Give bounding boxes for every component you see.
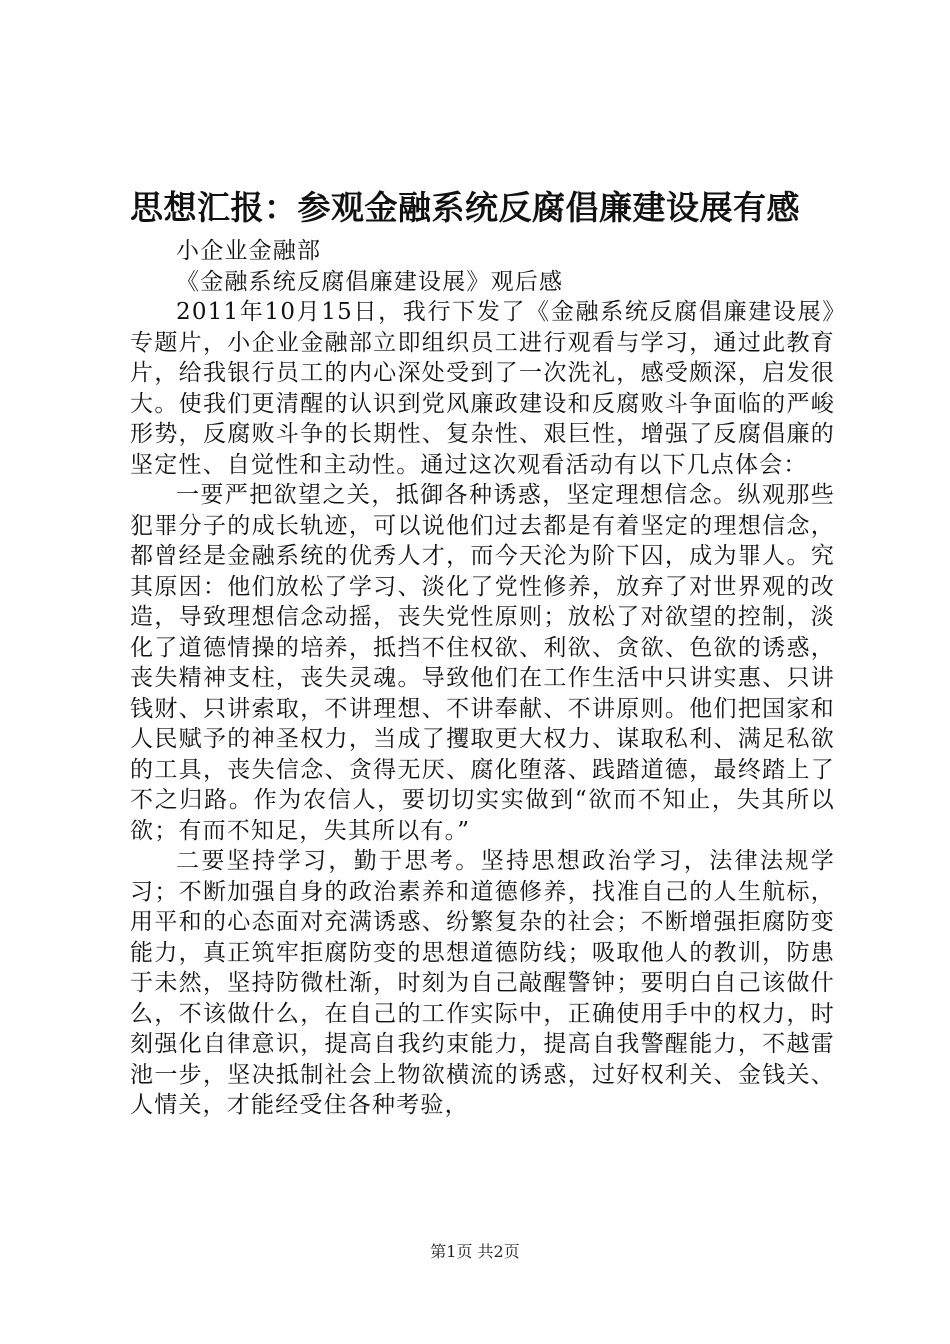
department-line: 小企业金融部 (176, 238, 322, 264)
document-body (130, 236, 835, 1121)
paragraph-intro: 2011年10月15日，我行下发了《金融系统反腐倡廉建设展》专题片，小企业金融部立即组织员工进行观看与学习，通过此教育片，给我银行员工的内心深处受到了一次洗礼，感受颇深，启发很大。使我们更清醒的认识到党风廉政建设和反腐败斗争面临的严峻形势，反腐败斗争的长期性、复杂性、艰巨性，增强了反腐倡廉的坚定性、自觉性和主动性。通过这次观看活动有以下几点体会： (130, 299, 835, 478)
paragraph-point-two: 二要坚持学习，勤于思考。坚持思想政治学习，法律法规学习；不断加强自身的政治素养和道德修养，找准自己的人生航标，用平和的心态面对充满诱惑、纷繁复杂的社会；不断增强拒腐防变能力，真正筑牢拒腐防变的思想道德防线；吸取他人的教训，防患于未然，坚持防微杜渐，时刻为自己敲醒警钟；要明白自己该做什么，不该做什么，在自己的工作实际中，正确使用手中的权力，时刻强化自律意识，提高自我约束能力，提高自我警醒能力，不越雷池一步，坚决抵制社会上物欲横流的诱惑，过好权利关、金钱关、人情关，才能经受住各种考验， (130, 848, 835, 1118)
page-footer: 第1页 共2页 (430, 1242, 520, 1261)
subtitle-line: 《金融系统反腐倡廉建设展》观后感 (176, 268, 564, 295)
document-title: 思想汇报：参观金融系统反腐倡廉建设展有感 (130, 188, 800, 227)
paragraph-point-one: 一要严把欲望之关，抵御各种诱惑，坚定理想信念。纵观那些犯罪分子的成长轨迹，可以说他们过去都是有着坚定的理想信念，都曾经是金融系统的优秀人才，而今天沦为阶下囚，成为罪人。究其原因：他们放松了学习、淡化了党性修养，放弃了对世界观的改造，导致理想信念动摇，丧失党性原则；放松了对欲望的控制，淡化了道德情操的培养，抵挡不住权欲、利欲、贪欲、色欲的诱惑，丧失精神支柱，丧失灵魂。导致他们在工作生活中只讲实惠、只讲钱财、只讲索取，不讲理想、不讲奉献、不讲原则。他们把国家和人民赋予的神圣权力，当成了攫取更大权力、谋取私利、满足私欲的工具，丧失信念、贪得无厌、腐化堕落、践踏道德，最终踏上了不之归路。作为农信人，要切切实实做到“欲而不知止，失其所以欲；有而不知足，失其所以有。” (130, 482, 835, 844)
